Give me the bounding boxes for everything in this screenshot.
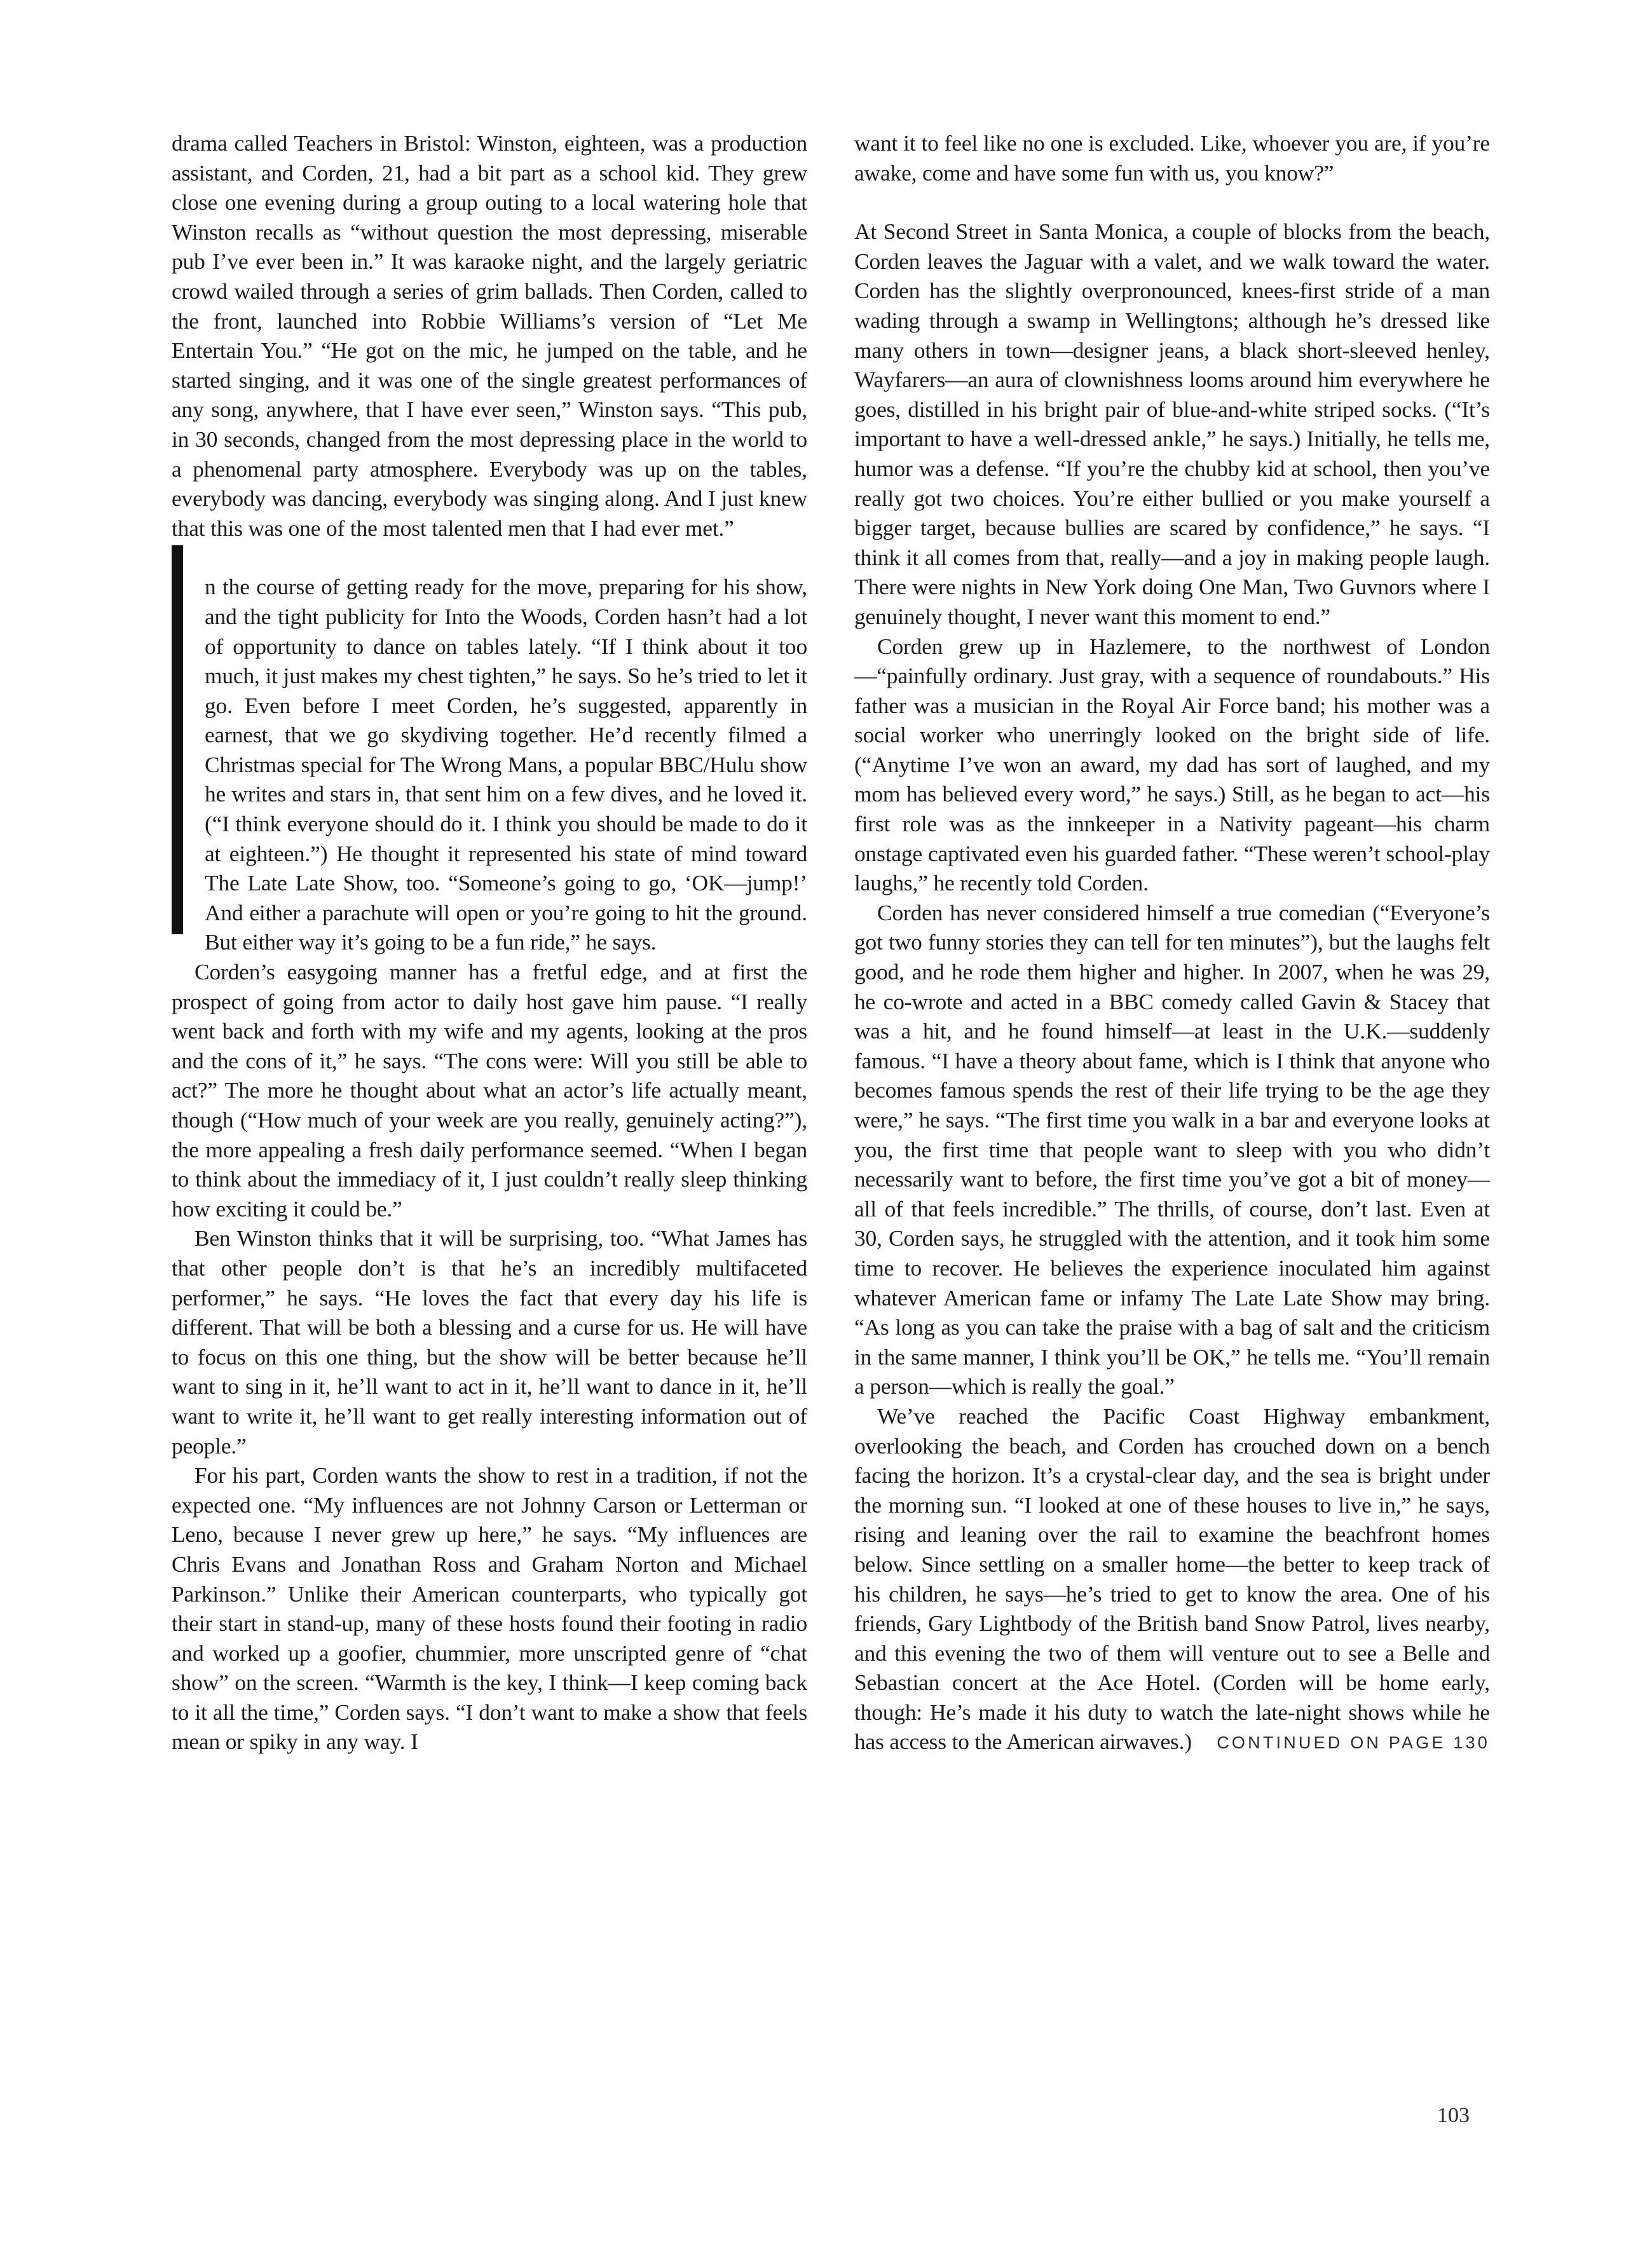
paragraph-skydiving: n the course of getting ready for the move, preparing for his show, and the tight publicity for Into the Woods, Corden hasn’t had a lot of opportunity to dance on tables lately. “If I think about it too much, it just makes my chest tighten,” he says. So he’s tried to let it go. Even before I meet Corden, he’s suggested, apparently in earnest, that we go skydiving together. He’d recently filmed a Christmas special for The Wrong Mans, a popular BBC/Hulu show he writes and stars in, that sent him on a few dives, and he loved it. (“I think everyone should do it. I think you should be made to do it at eighteen.”) He thought it represented his state of mind toward The Late Late Show, too. “Someone’s going to go, ‘OK—jump!’ And either a parachute will open or you’re going to hit the ground. But either way it’s going to be a fun ride,” he says. bbox=[205, 574, 807, 955]
paragraph-ben-winston: Ben Winston thinks that it will be surprising, too. “What James has that other people don’t is that he’s an incredibly multifaceted performer,” he says. “He loves the fact that every day his life is different. That will be both a blessing and a curse for us. He will have to focus on this one thing, but the show will be better because he’ll want to sing in it, he’ll want to act in it, he’ll want to dance in it, he’ll want to write it, he’ll want to get really interesting information out of people.” bbox=[172, 1225, 807, 1459]
left-column bbox=[172, 128, 807, 1757]
paragraph-fame: Corden has never considered himself a true comedian (“Everyone’s got two funny stories they can tell for ten minutes”), but the laughs felt good, and he rode them higher and higher. In 2007, when he was 29, he co-wrote and acted in a BBC comedy called Gavin & Stacey that was a hit, and he found himself—at least in the U.K.—suddenly famous. “I have a theory about fame, which is I think that anyone who becomes famous spends the rest of their life trying to be the age they were,” he says. “The first time you walk in a bar and everyone looks at you, the first time that people want to sleep with you who didn’t necessarily want to before, the first time you’ve got a bit of money—all of that feels incredible.” The thrills, of course, don’t last. Even at 30, Corden says, he struggled with the attention, and it took him some time to recover. He believes the experience inoculated him against whatever American fame or infamy The Late Late Show may bring. “As long as you can take the praise with a bag of salt and the criticism in the same manner, I think you’ll be OK,” he tells me. “You’ll remain a person—which is really the goal.” bbox=[854, 899, 1490, 1399]
drop-cap-bar bbox=[172, 545, 183, 934]
paragraph-pacific-coast-text: We’ve reached the Pacific Coast Highway embankment, overlooking the beach, and Corden has crouched down on a bench facing the horizon. It’s a crystal-clear day, and the sea is bright under the morning sun. “I looked at one of these houses to live in,” he says, rising and leaning over the rail to examine the beachfront homes below. Since settling on a smaller home—the better to keep track of his children, he says—he’s tried to get to know the area. One of his friends, Gary Lightbody of the British band Snow Patrol, lives nearby, and this evening the two of them will venture out to see a Belle and Sebastian concert at the Ace Hotel. (Corden will be home early, though: He’s made it his duty to watch the late-night shows while he has access to the American airwaves.) bbox=[854, 1403, 1490, 1755]
paragraph-no-one-excluded: want it to feel like no one is excluded. Like, whoever you are, if you’re awake, come and have some fun with us, you know?” bbox=[854, 130, 1490, 186]
continued-on-page-label: CONTINUED ON PAGE 130 bbox=[1217, 1733, 1490, 1753]
paragraph-fretful-edge: Corden’s easygoing manner has a fretful edge, and at first the prospect of going from actor to daily host gave him pause. “I really went back and forth with my wife and my agents, looking at the pros and the cons of it,” he says. “The cons were: Will you still be able to act?” The more he thought about what an actor’s life actually meant, though (“How much of your week are you really, genuinely acting?”), the more appealing a fresh daily performance seemed. “When I began to think about the immediacy of it, I just couldn’t really sleep thinking how exciting it could be.” bbox=[172, 959, 807, 1222]
right-column bbox=[854, 128, 1490, 1758]
page-number: 103 bbox=[1437, 2104, 1470, 2127]
paragraph-pacific-coast bbox=[854, 1401, 1490, 1757]
paragraph-hazlemere: Corden grew up in Hazlemere, to the northwest of London—“painfully ordinary. Just gray, with a sequence of roundabouts.” His father was a musician in the Royal Air Force band; his mother was a social worker who unerringly looked on the bright side of life. (“Anytime I’ve won an award, my dad has sort of laughed, and my mom has believed every word,” he says.) Still, as he began to act—his first role was as the innkeeper in a Nativity pageant—his charm onstage captivated even his guarded father. “These weren’t school-play laughs,” he recently told Corden. bbox=[854, 633, 1490, 896]
paragraph-santa-monica: At Second Street in Santa Monica, a couple of blocks from the beach, Corden leaves the Jaguar with a valet, and we walk toward the water. Corden has the slightly overpronounced, knees-first stride of a man wading through a swamp in Wellingtons; although he’s dressed like many others in town—designer jeans, a black short-sleeved henley, Wayfarers—an aura of clownishness looms around him everywhere he goes, distilled in his bright pair of blue-and-white striped socks. (“It’s important to have a well-dressed ankle,” he says.) Initially, he tells me, humor was a defense. “If you’re the chubby kid at school, then you’ve really got two choices. You’re either bullied or you make yourself a bigger target, because bullies are scared by confidence,” he says. “I think it all comes from that, really—and a joy in making people laugh. There were nights in New York doing One Man, Two Guvnors where I genuinely thought, I never want this moment to end.” bbox=[854, 219, 1490, 629]
paragraph-winston-pub: drama called Teachers in Bristol: Winston, eighteen, was a production assistant, and Corden, 21, had a bit part as a school kid. They grew close one evening during a group outing to a local watering hole that Winston recalls as “without question the most depressing, miserable pub I’ve ever been in.” It was karaoke night, and the largely geriatric crowd wailed through a series of grim ballads. Then Corden, called to the front, launched into Robbie Williams’s version of “Let Me Entertain You.” “He got on the mic, he jumped on the table, and he started singing, and it was one of the single greatest performances of any song, anywhere, that I have ever seen,” Winston says. “This pub, in 30 seconds, changed from the most depressing place in the world to a phenomenal party atmosphere. Everybody was up on the tables, everybody was dancing, everybody was singing along. And I just knew that this was one of the most talented men that I had ever met.” bbox=[172, 130, 807, 541]
paragraph-influences: For his part, Corden wants the show to rest in a tradition, if not the expected one. “My influences are not Johnny Carson or Letterman or Leno, because I never grew up here,” he says. “My influences are Chris Evans and Jonathan Ross and Graham Norton and Michael Parkinson.” Unlike their American counterparts, who typically got their start in stand-up, many of these hosts found their footing in radio and worked up a goofier, chummier, more unscripted genre of “chat show” on the screen. “Warmth is the key, I think—I keep coming back to it all the time,” Corden says. “I don’t want to make a show that feels mean or spiky in any way. I bbox=[172, 1462, 807, 1755]
